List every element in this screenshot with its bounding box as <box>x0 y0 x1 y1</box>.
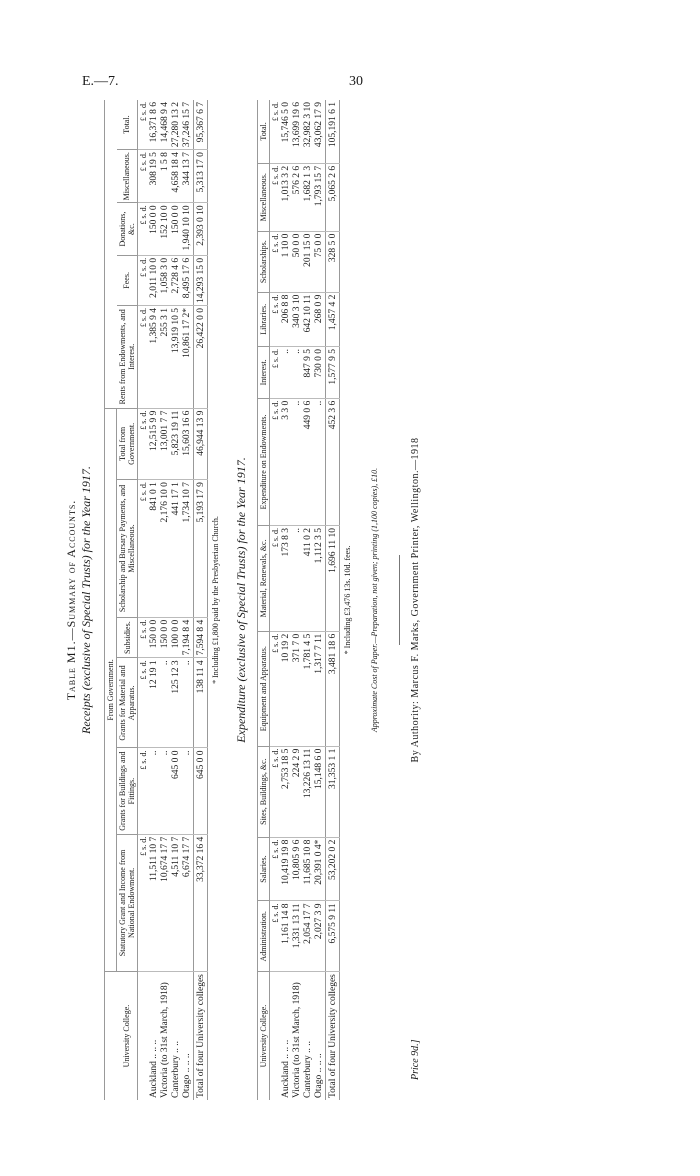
receipts-col-header: Scholarship and Bursary Payments, and Miscellaneous. <box>117 480 138 618</box>
table-cell: 10,861 17 2* <box>182 305 194 408</box>
table-cell: .. <box>182 658 194 748</box>
table-cell: 411 0 2 <box>303 526 314 632</box>
receipts-col-header: Miscellaneous. <box>117 150 138 203</box>
table-cell: 268 0 9 <box>314 292 326 346</box>
table-cell: 224 2 9 <box>292 746 303 837</box>
table-cell: 371 7 0 <box>292 631 303 746</box>
from-government-header: From Government. <box>105 408 117 972</box>
row-label: Canterbury .. .. <box>171 1041 181 1098</box>
table-cell: £ s. d. <box>270 347 282 399</box>
table-cell: £ s. d. <box>138 255 150 305</box>
table-cell: 150 0 0 <box>149 617 160 658</box>
table-cell: £ s. d. <box>138 203 150 255</box>
expenditure-col-header: Interest. <box>258 347 270 399</box>
row-label <box>138 972 150 1100</box>
document-code: E.—7. <box>82 74 119 89</box>
table-cell: .. <box>281 347 292 399</box>
table-cell: £ s. d. <box>270 163 282 231</box>
table-cell: 27,280 13 2 <box>171 100 182 150</box>
table-cell: 12 19 1 <box>149 658 160 748</box>
table-cell: 2,176 10 0 <box>160 480 171 618</box>
row-label: Otago .. .. .. <box>182 1053 192 1098</box>
table-cell: 2,011 10 0 <box>149 255 160 305</box>
table-cell: £ s. d. <box>270 292 282 346</box>
table-cell: 1 5 8 <box>160 150 171 203</box>
table-cell: £ s. d. <box>138 100 150 150</box>
expenditure-col-header: Sites, Buildings, &c. <box>258 746 270 837</box>
table-cell: 13,226 13 11 <box>303 746 314 837</box>
receipts-col-header: Donations, &c. <box>117 203 138 255</box>
receipts-col-header: Grants for Buildings and Fittings. <box>117 748 138 834</box>
receipts-total-row <box>194 100 208 1100</box>
row-label: Auckland .. .. .. <box>149 1039 159 1098</box>
table-cell: 441 17 1 <box>171 480 182 618</box>
receipts-footnote: * Including £1,800 paid by the Presbyterian Church. <box>211 516 220 684</box>
table-cell: 645 0 0 <box>194 748 208 834</box>
expenditure-col-header: University College. <box>258 972 270 1100</box>
table-title: Table M1.—Summary of Accounts. <box>64 499 78 701</box>
expenditure-col-header: Total. <box>258 100 270 163</box>
table-cell: 15,746 5 0 <box>281 100 292 163</box>
table-cell: 46,944 13 9 <box>194 408 208 480</box>
receipts-col-header: Rents from Endowments, and Interest. <box>117 305 138 408</box>
table-cell: 150 0 0 <box>149 203 160 255</box>
table-cell: 5,823 19 11 <box>171 408 182 480</box>
table-cell: £ s. d. <box>270 837 282 901</box>
receipts-col-header: Subsidies. <box>117 617 138 658</box>
table-cell: £ s. d. <box>138 658 150 748</box>
table-cell: .. <box>160 658 171 748</box>
table-cell: 33,372 16 4 <box>194 834 208 971</box>
expenditure-table-row <box>314 100 326 1100</box>
table-cell: 206 8 8 <box>281 292 292 346</box>
table-cell: 10,674 17 7 <box>160 834 171 971</box>
expenditure-col-header: Administration. <box>258 901 270 972</box>
receipts-units-row <box>138 100 150 1100</box>
expenditure-col-header: Expenditure on Endowments. <box>258 398 270 525</box>
table-cell: 1,112 3 5 <box>314 526 326 632</box>
table-cell: 5,065 2 6 <box>326 163 340 231</box>
table-cell: 11,511 10 7 <box>149 834 160 971</box>
table-cell: 1,385 9 4 <box>149 305 160 408</box>
table-cell: 255 3 1 <box>160 305 171 408</box>
table-cell: 3,481 18 6 <box>326 631 340 746</box>
expenditure-caption: Expenditure (exclusive of Special Trusts) for the Year 1917. <box>234 457 248 743</box>
price-label: Price 9d.] <box>410 1039 421 1080</box>
table-cell: 1,682 1 3 <box>303 163 314 231</box>
receipts-table-row <box>182 100 194 1100</box>
table-cell: 5,193 17 9 <box>194 480 208 618</box>
table-cell: £ s. d. <box>270 231 282 292</box>
table-cell: 50 0 0 <box>292 231 303 292</box>
table-cell: .. <box>292 398 303 525</box>
table-cell: 10,805 9 6 <box>292 837 303 901</box>
table-cell: .. <box>314 398 326 525</box>
table-cell: 31,353 1 1 <box>326 746 340 837</box>
table-cell: 1,457 4 2 <box>326 292 340 346</box>
expenditure-column-headers <box>258 100 270 1100</box>
table-cell: 11,685 10 8 <box>303 837 314 901</box>
expenditure-table-row <box>303 100 314 1100</box>
receipts-col-header: Total from Government. <box>117 408 138 480</box>
table-cell: 173 8 3 <box>281 526 292 632</box>
table-cell: 1 10 0 <box>281 231 292 292</box>
table-cell: 201 15 0 <box>303 231 314 292</box>
table-cell: 32,982 3 10 <box>303 100 314 163</box>
table-cell: 2,753 18 5 <box>281 746 292 837</box>
table-cell: £ s. d. <box>270 901 282 972</box>
table-cell: £ s. d. <box>138 834 150 971</box>
table-cell: 2,728 4 6 <box>171 255 182 305</box>
expenditure-col-header: Equipment and Apparatus. <box>258 631 270 746</box>
table-cell: .. <box>182 748 194 834</box>
expenditure-col-header: Salaries. <box>258 837 270 901</box>
table-cell: £ s. d. <box>138 617 150 658</box>
table-cell: 43,062 17 9 <box>314 100 326 163</box>
receipts-table <box>104 100 208 1100</box>
receipts-col-header: University College. <box>117 972 138 1100</box>
table-cell: £ s. d. <box>138 150 150 203</box>
expenditure-table <box>257 100 340 1100</box>
expenditure-col-header: Miscellaneous. <box>258 163 270 231</box>
table-cell: 20,391 0 4* <box>314 837 326 901</box>
receipts-col-header: Grants for Material and Apparatus. <box>117 658 138 748</box>
table-cell: 10 19 2 <box>281 631 292 746</box>
printer-authority: By Authority: Marcus F. Marks, Government Printer, Wellington.—1918 <box>410 437 421 763</box>
table-cell: 15,603 16 6 <box>182 408 194 480</box>
table-cell: 1,793 15 7 <box>314 163 326 231</box>
receipts-table-row <box>149 100 160 1100</box>
receipts-table-row <box>160 100 171 1100</box>
table-cell: 2,393 0 10 <box>194 203 208 255</box>
receipts-col-header: Total. <box>117 100 138 150</box>
expenditure-body <box>270 100 340 1100</box>
table-cell: 7,594 8 4 <box>194 617 208 658</box>
table-cell: 1,734 10 7 <box>182 480 194 618</box>
table-cell: .. <box>292 347 303 399</box>
table-cell: 105,191 6 1 <box>326 100 340 163</box>
table-cell: 1,317 7 11 <box>314 631 326 746</box>
expenditure-col-header: Libraries. <box>258 292 270 346</box>
table-cell: .. <box>149 748 160 834</box>
table-cell: 6,575 9 11 <box>326 901 340 972</box>
table-cell: 150 0 0 <box>171 203 182 255</box>
table-cell: .. <box>292 526 303 632</box>
row-label: Auckland .. .. .. <box>281 1039 291 1098</box>
table-cell: 4,658 18 4 <box>171 150 182 203</box>
table-cell: 16,371 8 6 <box>149 100 160 150</box>
table-cell: 13,919 10 5 <box>171 305 182 408</box>
table-cell: 1,940 10 10 <box>182 203 194 255</box>
row-label <box>270 972 282 1100</box>
table-cell: £ s. d. <box>270 100 282 163</box>
row-label: Total of four University colleges <box>194 972 208 1100</box>
receipts-column-headers <box>117 100 138 1100</box>
table-cell: .. <box>160 748 171 834</box>
table-cell: £ s. d. <box>138 748 150 834</box>
table-cell: 13,001 7 7 <box>160 408 171 480</box>
table-cell: 642 10 11 <box>303 292 314 346</box>
expenditure-col-header: Material, Renewals, &c. <box>258 526 270 632</box>
table-cell: 12,515 9 9 <box>149 408 160 480</box>
paper-cost-note: Approximate Cost of Paper.—Preparation, not given; printing (1,100 copies), £10. <box>370 467 379 733</box>
table-cell: 841 0 1 <box>149 480 160 618</box>
table-cell: 1,161 14 8 <box>281 901 292 972</box>
receipts-table-row <box>171 100 182 1100</box>
expenditure-total-row <box>326 100 340 1100</box>
rotated-page-content <box>60 100 500 1100</box>
expenditure-col-header: Scholarships. <box>258 231 270 292</box>
table-cell: 730 0 0 <box>314 347 326 399</box>
table-cell: 452 3 6 <box>326 398 340 525</box>
table-cell: 1,331 13 11 <box>292 901 303 972</box>
table-cell: £ s. d. <box>138 305 150 408</box>
row-label: Otago .. .. .. <box>314 1053 324 1098</box>
table-cell: 576 2 6 <box>292 163 303 231</box>
row-label: Canterbury .. .. <box>303 1041 313 1098</box>
page-number: 30 <box>349 74 363 89</box>
table-cell: 4,511 10 7 <box>171 834 182 971</box>
table-cell: 150 0 0 <box>160 617 171 658</box>
table-cell: 100 0 0 <box>171 617 182 658</box>
expenditure-table-row <box>281 100 292 1100</box>
expenditure-footnote: * Including £3,476 13s. 10d. fees. <box>343 545 352 655</box>
table-cell: 7,194 8 4 <box>182 617 194 658</box>
table-cell: 138 11 4 <box>194 658 208 748</box>
table-cell: 14,468 9 4 <box>160 100 171 150</box>
table-cell: 95,367 6 7 <box>194 100 208 150</box>
row-label: Victoria (to 31st March, 1918) <box>292 982 302 1098</box>
receipts-caption: Receipts (exclusive of Special Trusts) for the Year 1917. <box>79 466 93 734</box>
table-cell: 13,699 19 6 <box>292 100 303 163</box>
table-cell: 645 0 0 <box>171 748 182 834</box>
table-cell: 1,577 9 5 <box>326 347 340 399</box>
table-cell: £ s. d. <box>270 526 282 632</box>
table-cell: 5,313 17 0 <box>194 150 208 203</box>
table-cell: 1,058 3 0 <box>160 255 171 305</box>
table-cell: £ s. d. <box>138 480 150 618</box>
table-cell: £ s. d. <box>270 631 282 746</box>
table-cell: 2,054 17 7 <box>303 901 314 972</box>
table-cell: 53,202 0 2 <box>326 837 340 901</box>
table-cell: 328 5 0 <box>326 231 340 292</box>
table-cell: £ s. d. <box>270 398 282 525</box>
table-cell: 344 13 7 <box>182 150 194 203</box>
table-cell: 1,781 4 5 <box>303 631 314 746</box>
receipts-body <box>138 100 208 1100</box>
table-cell: 449 0 6 <box>303 398 314 525</box>
table-cell: 152 10 0 <box>160 203 171 255</box>
receipts-col-header: Fees. <box>117 255 138 305</box>
table-cell: £ s. d. <box>138 408 150 480</box>
table-cell: 15,148 6 0 <box>314 746 326 837</box>
table-cell: 308 19 5 <box>149 150 160 203</box>
table-cell: £ s. d. <box>270 746 282 837</box>
table-cell: 3 3 0 <box>281 398 292 525</box>
table-cell: 6,674 17 7 <box>182 834 194 971</box>
row-label: Victoria (to 31st March, 1918) <box>160 982 170 1098</box>
table-cell: 37,246 15 7 <box>182 100 194 150</box>
table-cell: 125 12 3 <box>171 658 182 748</box>
table-cell: 2,027 3 9 <box>314 901 326 972</box>
table-cell: 10,419 19 8 <box>281 837 292 901</box>
table-cell: 847 9 5 <box>303 347 314 399</box>
table-cell: 14,293 15 0 <box>194 255 208 305</box>
table-cell: 340 3 10 <box>292 292 303 346</box>
divider <box>399 555 400 645</box>
expenditure-table-row <box>292 100 303 1100</box>
table-cell: 1,696 11 10 <box>326 526 340 632</box>
table-cell: 26,422 0 0 <box>194 305 208 408</box>
table-cell: 8,495 17 6 <box>182 255 194 305</box>
row-label: Total of four University colleges <box>326 972 340 1100</box>
receipts-col-header: Statutory Grant and Income from National Endowment. <box>117 834 138 971</box>
expenditure-units-row <box>270 100 282 1100</box>
table-cell: 1,013 3 2 <box>281 163 292 231</box>
table-cell: 75 0 0 <box>314 231 326 292</box>
